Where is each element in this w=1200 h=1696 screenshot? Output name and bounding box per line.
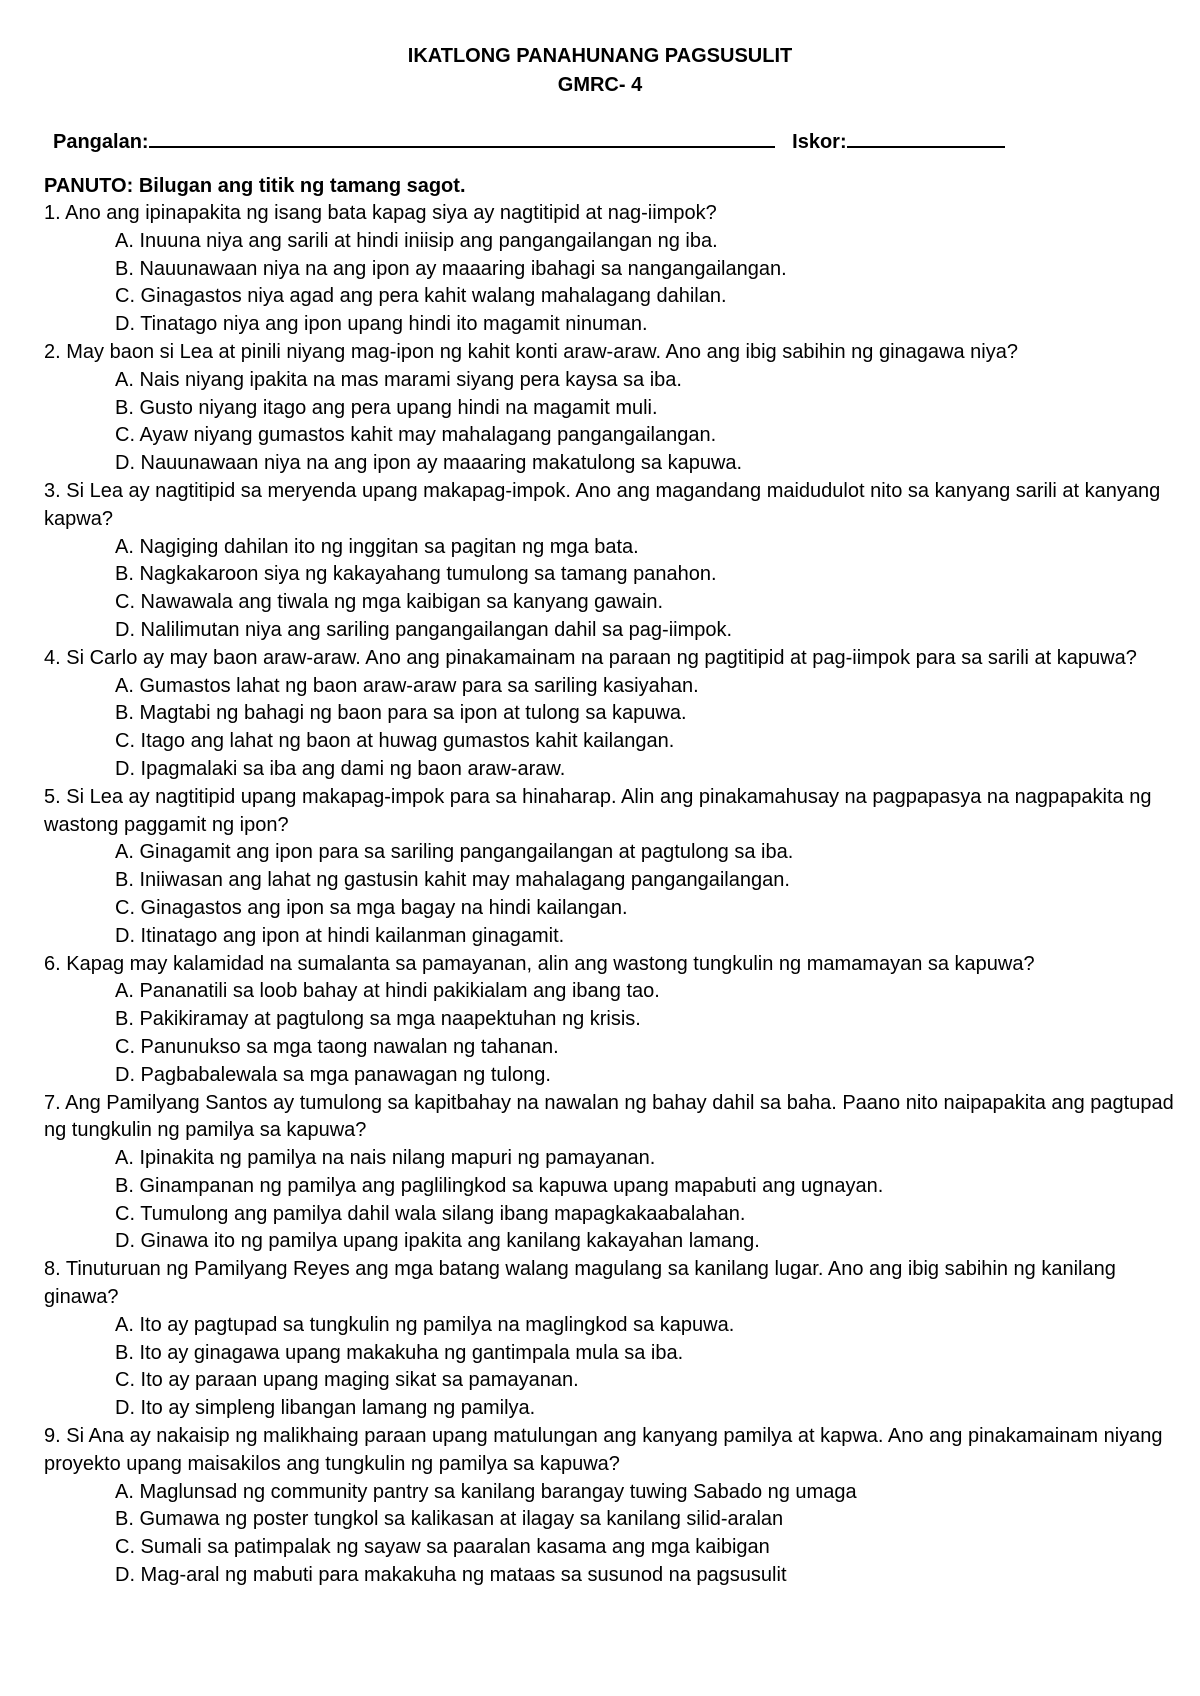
question-9-choice-d[interactable]: D. Mag-aral ng mabuti para makakuha ng mataas sa susunod na pagsusulit: [115, 1564, 787, 1587]
question-2-choice-b[interactable]: B. Gusto niyang itago ang pera upang hindi na magamit muli.: [115, 396, 658, 419]
question-7-choice-a[interactable]: A. Ipinakita ng pamilya na nais nilang mapuri ng pamayanan.: [115, 1147, 656, 1170]
question-8-choice-c[interactable]: C. Ito ay paraan upang maging sikat sa pamayanan.: [115, 1369, 579, 1392]
question-1-choice-b[interactable]: B. Nauunawaan niya na ang ipon ay maaaring ibahagi sa nangangailangan.: [115, 257, 787, 280]
question-4-choice-d[interactable]: D. Ipagmalaki sa iba ang dami ng baon araw-araw.: [115, 757, 566, 780]
question-list: [44, 200, 1174, 1590]
question-2: 2. May baon si Lea at pinili niyang mag-ipon ng kahit konti araw-araw. Ano ang ibig sabihin ng ginagawa niya?: [44, 340, 1018, 363]
score-blank: [847, 128, 1005, 148]
question-1-choice-d[interactable]: D. Tinatago niya ang ipon upang hindi ito magamit ninuman.: [115, 313, 648, 336]
question-4: 4. Si Carlo ay may baon araw-araw. Ano ang pinakamainam na paraan ng pagtitipid at pag-iimpok para sa sarili at kapuwa?: [44, 646, 1137, 669]
question-2-choice-d[interactable]: D. Nauunawaan niya na ang ipon ay maaaring makatulong sa kapuwa.: [115, 452, 743, 475]
question-1-choice-c[interactable]: C. Ginagastos niya agad ang pera kahit walang mahalagang dahilan.: [115, 285, 727, 308]
question-3-choice-a[interactable]: A. Nagiging dahilan ito ng inggitan sa pagitan ng mga bata.: [115, 535, 639, 558]
question-9-choice-c[interactable]: C. Sumali sa patimpalak ng sayaw sa paaralan kasama ang mga kaibigan: [115, 1536, 770, 1559]
question-8-choice-d[interactable]: D. Ito ay simpleng libangan lamang ng pamilya.: [115, 1397, 536, 1420]
question-7: 7. Ang Pamilyang Santos ay tumulong sa kapitbahay na nawalan ng bahay dahil sa baha. Paano nito naipapakita ang pagtupad ng tungkulin ng pamilya sa kapuwa?: [44, 1091, 1174, 1142]
question-9-choice-b[interactable]: B. Gumawa ng poster tungkol sa kalikasan at ilagay sa kanilang silid-aralan: [115, 1508, 784, 1531]
question-8-choice-a[interactable]: A. Ito ay pagtupad sa tungkulin ng pamilya na maglingkod sa kapuwa.: [115, 1313, 735, 1336]
question-6: 6. Kapag may kalamidad na sumalanta sa pamayanan, alin ang wastong tungkulin ng mamamayan sa kapuwa?: [44, 952, 1035, 975]
question-6-choice-d[interactable]: D. Pagbabalewala sa mga panawagan ng tulong.: [115, 1063, 551, 1086]
question-4-choice-c[interactable]: C. Itago ang lahat ng baon at huwag gumastos kahit kailangan.: [115, 730, 675, 753]
exam-subject: GMRC- 4: [557, 74, 643, 96]
question-7-choice-c[interactable]: C. Tumulong ang pamilya dahil wala silang ibang mapagkakaabalahan.: [115, 1202, 746, 1225]
instructions: PANUTO: Bilugan ang titik ng tamang sagot.: [44, 175, 466, 197]
question-1: 1. Ano ang ipinapakita ng isang bata kapag siya ay nagtitipid at nag-iimpok?: [44, 202, 717, 224]
question-2-choice-c[interactable]: C. Ayaw niyang gumastos kahit may mahalagang pangangailangan.: [115, 424, 717, 447]
question-6-choice-c[interactable]: C. Panunukso sa mga taong nawalan ng tahanan.: [115, 1035, 559, 1058]
score-label: Iskor:: [792, 131, 847, 153]
name-score-line: [53, 128, 1005, 156]
question-7-choice-b[interactable]: B. Ginampanan ng pamilya ang paglilingkod sa kapuwa upang mapabuti ang ugnayan.: [115, 1174, 884, 1197]
question-3-choice-b[interactable]: B. Nagkakaroon siya ng kakayahang tumulong sa tamang panahon.: [115, 563, 717, 586]
question-3: 3. Si Lea ay nagtitipid sa meryenda upang makapag-impok. Ano ang magandang maidudulot nito sa kanyang sarili at kanyang kapwa?: [44, 479, 1161, 530]
question-3-choice-d[interactable]: D. Nalilimutan niya ang sariling pangangailangan dahil sa pag-iimpok.: [115, 618, 733, 641]
question-8: 8. Tinuturuan ng Pamilyang Reyes ang mga batang walang magulang sa kanilang lugar. Ano ang ibig sabihin ng kanilang ginawa?: [44, 1258, 1116, 1309]
question-7-choice-d[interactable]: D. Ginawa ito ng pamilya upang ipakita ang kanilang kakayahan lamang.: [115, 1230, 760, 1253]
question-5-choice-a[interactable]: A. Ginagamit ang ipon para sa sariling pangangailangan at pagtulong sa iba.: [115, 841, 794, 864]
question-5-choice-c[interactable]: C. Ginagastos ang ipon sa mga bagay na hindi kailangan.: [115, 896, 628, 919]
name-label: Pangalan:: [53, 131, 149, 153]
question-4-choice-a[interactable]: A. Gumastos lahat ng baon araw-araw para sa sariling kasiyahan.: [115, 674, 699, 697]
question-5-choice-b[interactable]: B. Iniiwasan ang lahat ng gastusin kahit may mahalagang pangangailangan.: [115, 869, 790, 892]
question-4-choice-b[interactable]: B. Magtabi ng bahagi ng baon para sa ipon at tulong sa kapuwa.: [115, 702, 687, 725]
question-8-choice-b[interactable]: B. Ito ay ginagawa upang makakuha ng gantimpala mula sa iba.: [115, 1341, 684, 1364]
question-9-choice-a[interactable]: A. Maglunsad ng community pantry sa kanilang barangay tuwing Sabado ng umaga: [115, 1480, 857, 1503]
question-5-choice-d[interactable]: D. Itinatago ang ipon at hindi kailanman ginagamit.: [115, 924, 565, 947]
question-5: 5. Si Lea ay nagtitipid upang makapag-impok para sa hinaharap. Alin ang pinakamahusay na pagpapasya na nagpapakita ng wastong paggamit ng ipon?: [44, 785, 1152, 836]
name-blank: [149, 128, 775, 148]
question-9: 9. Si Ana ay nakaisip ng malikhaing paraan upang matulungan ang kanyang pamilya at kapwa. Ano ang pinakamainam niyang proyekto upang maisakilos ang tungkulin ng pamilya sa kapuwa?: [44, 1425, 1163, 1475]
question-3-choice-c[interactable]: C. Nawawala ang tiwala ng mga kaibigan sa kanyang gawain.: [115, 591, 664, 614]
exam-title: IKATLONG PANAHUNANG PAGSUSULIT: [407, 45, 793, 67]
question-6-choice-b[interactable]: B. Pakikiramay at pagtulong sa mga naapektuhan ng krisis.: [115, 1008, 641, 1031]
question-2-choice-a[interactable]: A. Nais niyang ipakita na mas marami siyang pera kaysa sa iba.: [115, 368, 682, 391]
question-1-choice-a[interactable]: A. Inuuna niya ang sarili at hindi iniisip ang pangangailangan ng iba.: [115, 229, 718, 252]
question-6-choice-a[interactable]: A. Pananatili sa loob bahay at hindi pakikialam ang ibang tao.: [115, 980, 660, 1003]
